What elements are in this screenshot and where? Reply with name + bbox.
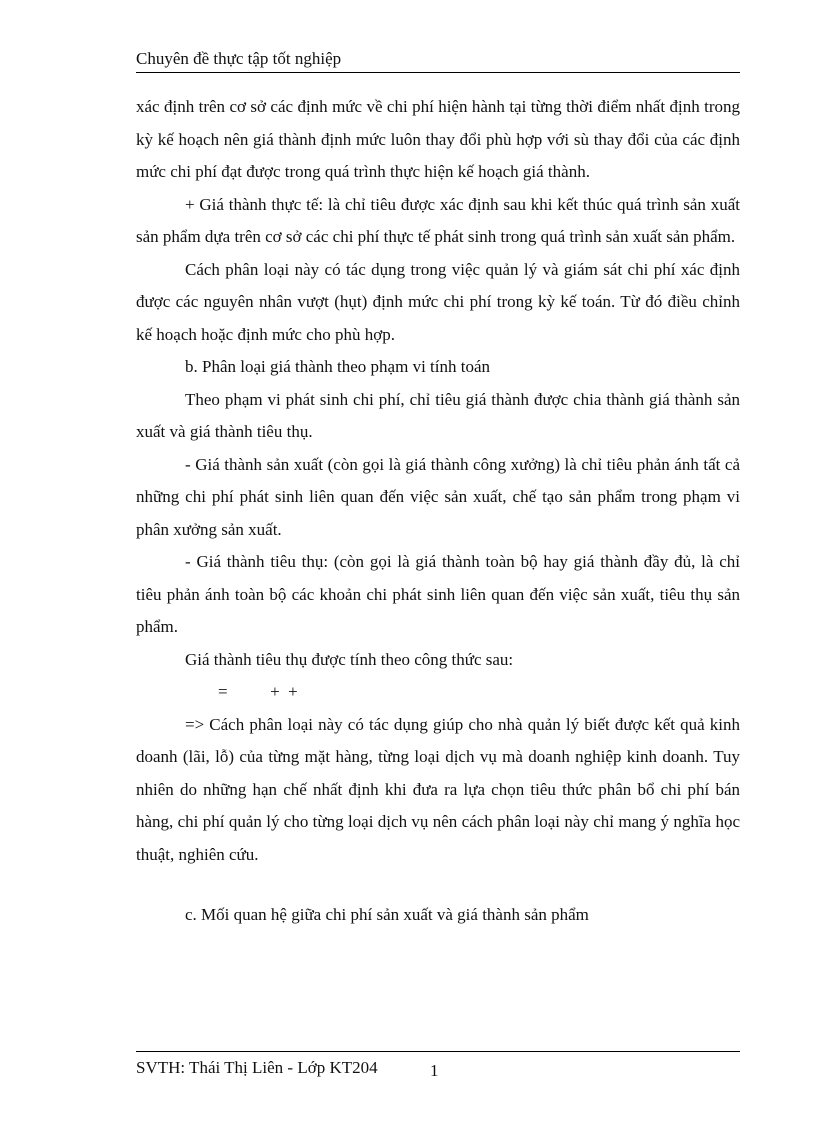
formula: = + + — [218, 682, 298, 701]
spacer — [136, 871, 740, 899]
section-heading: c. Mối quan hệ giữa chi phí sản xuất và giá thành sản phẩm — [185, 905, 589, 924]
paragraph: - Giá thành sản xuất (còn gọi là giá thành công xưởng) là chỉ tiêu phản ánh tất cả những chi phí phát sinh liên quan đến việc sản xuất, chế tạo sản phẩm trong phạm vi phân xưởng sản xuất. — [136, 454, 740, 539]
footer-author: SVTH: Thái Thị Liên - Lớp KT204 — [136, 1058, 378, 1077]
page-number: 1 — [430, 1061, 439, 1080]
paragraph: Cách phân loại này có tác dụng trong việc quản lý và giám sát chi phí xác định được các nguyên nhân vượt (hụt) định mức chi phí trong kỳ kế toán. Từ đó điều chỉnh kế hoạch hoặc định mức cho phù hợp. — [136, 259, 740, 344]
paragraph: Giá thành tiêu thụ được tính theo công thức sau: — [185, 649, 514, 669]
section-heading: b. Phân loại giá thành theo phạm vi tính toán — [185, 357, 491, 376]
body-text — [136, 91, 740, 932]
paragraph: + Giá thành thực tế: là chỉ tiêu được xác định sau khi kết thúc quá trình sản xuất sản phẩm dựa trên cơ sở các chi phí thực tế phát sinh trong quá trình sản xuất sản phẩm. — [136, 194, 740, 246]
paragraph: xác định trên cơ sở các định mức về chi phí hiện hành tại từng thời điểm nhất định trong kỳ kế hoạch nên giá thành định mức luôn thay đổi phù hợp với sù thay đổi của các định mức chi phí đạt được trong quá trình thực hiện kế hoạch giá thành. — [136, 97, 740, 181]
paragraph: Theo phạm vi phát sinh chi phí, chỉ tiêu giá thành được chia thành giá thành sản xuất và giá thành tiêu thụ. — [136, 389, 740, 441]
paragraph: - Giá thành tiêu thụ: (còn gọi là giá thành toàn bộ hay giá thành đầy đủ, là chỉ tiêu phản ánh toàn bộ các khoản chi phát sinh liên quan đến việc sản xuất, tiêu thụ sản phẩm. — [136, 552, 740, 636]
footer-divider — [136, 1051, 740, 1052]
paragraph: => Cách phân loại này có tác dụng giúp cho nhà quản lý biết được kết quả kinh doanh (lãi, lỗ) của từng mặt hàng, từng loại dịch vụ mà doanh nghiệp kinh doanh. Tuy nhiên do những hạn chế nhất định khi đưa ra lựa chọn tiêu thức phân bổ chi phí bán hàng, chi phí quản lý cho từng loại dịch vụ nên cách phân loại này chỉ mang ý nghĩa học thuật, nghiên cứu. — [136, 714, 740, 864]
page-header: Chuyên đề thực tập tốt nghiệp — [136, 48, 740, 73]
